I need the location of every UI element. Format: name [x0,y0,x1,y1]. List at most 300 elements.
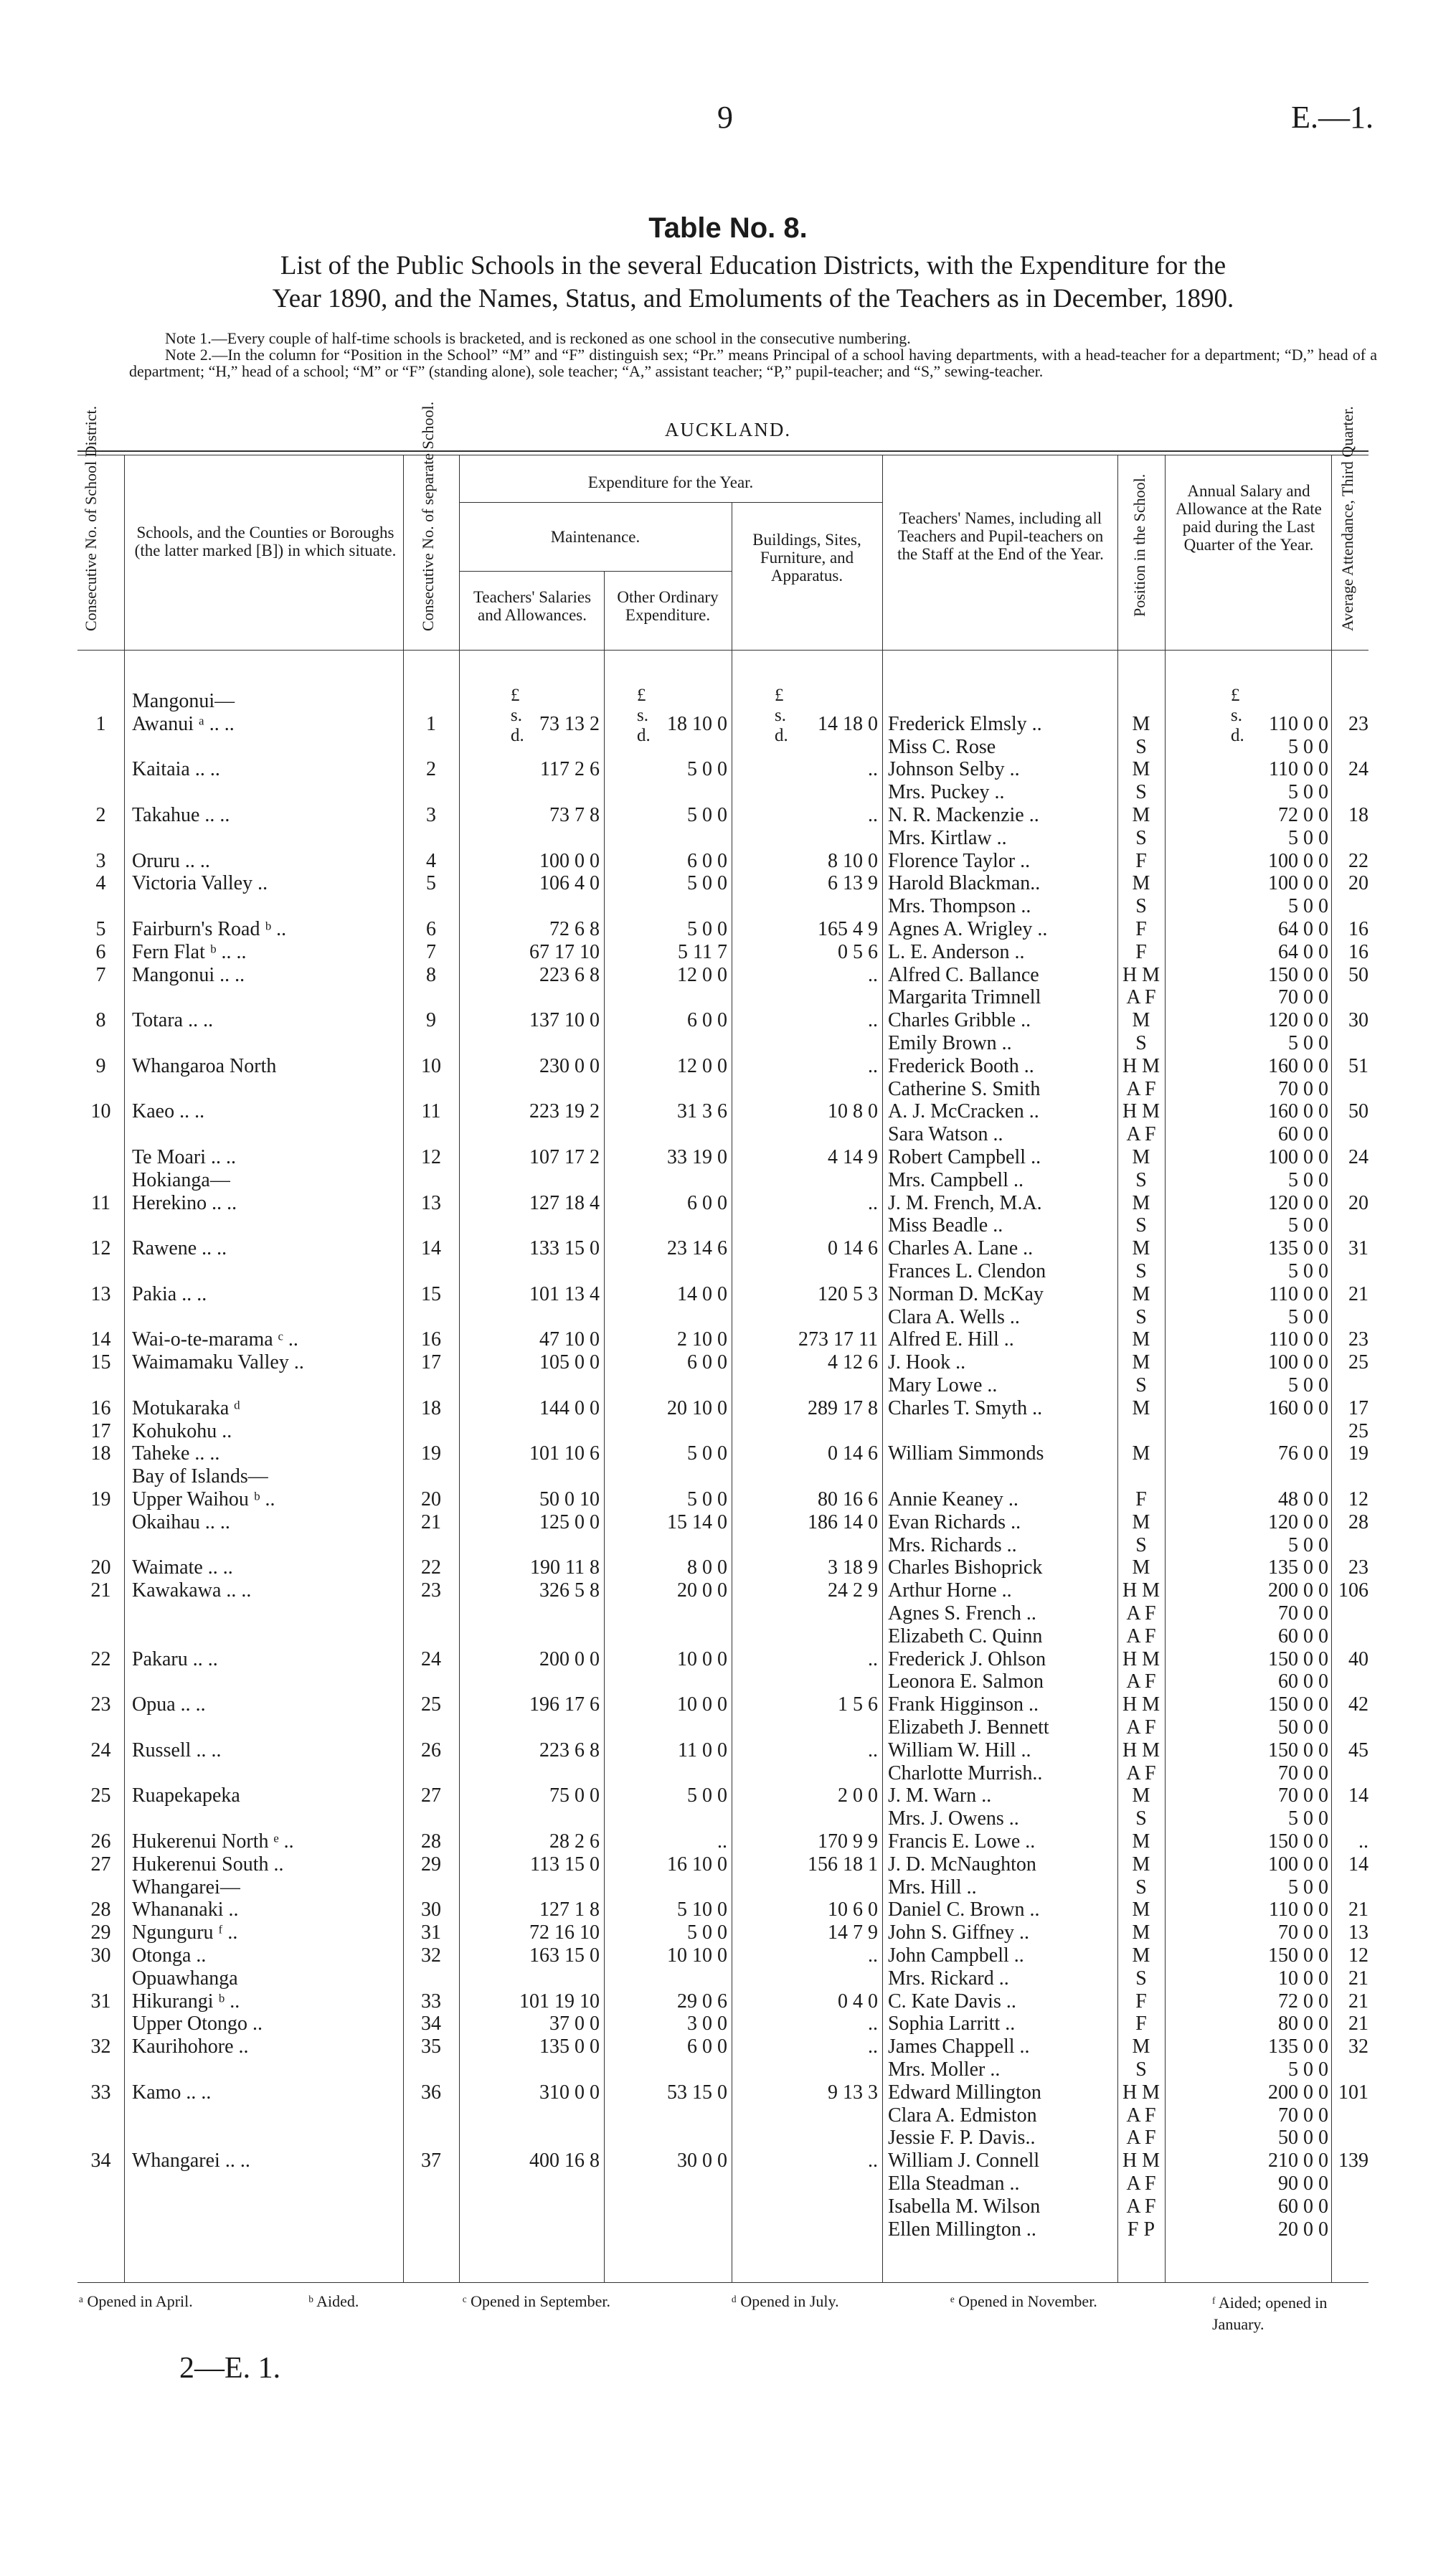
table-row [0,1533,1456,1559]
district-no-cell: 2 [95,804,106,826]
separate-no-cell: 23 [421,1579,441,1602]
separate-no-cell: 24 [421,1647,441,1670]
teacher-name-cell: John S. Giffney .. [888,1921,1030,1944]
annual-salary-cell: 70 0 0 [1278,1784,1328,1807]
other-expenditure-cell: 10 10 0 [667,1944,727,1967]
other-expenditure-cell: 6 0 0 [687,1351,727,1374]
buildings-cell: 3 18 9 [828,1556,878,1579]
buildings-cell: 165 4 9 [818,918,878,940]
position-cell: A F [1126,1670,1156,1693]
district-no-cell: 3 [95,849,106,872]
school-name-cell: Fern Flat ᵇ .. .. [132,940,247,963]
other-expenditure-cell: 20 0 0 [677,1579,727,1602]
school-name-cell: Ngunguru ᶠ .. [132,1921,238,1944]
annual-salary-cell: 90 0 0 [1278,2172,1328,2195]
annual-salary-cell: 150 0 0 [1268,963,1328,986]
note-2: Note 2.—In the column for “Position in the School” “M” and “F” distinguish sex; “Pr.” means Principal of a school having departments, with a head-teacher for a department; “D,” head of a department; “H,” head of a school; “M” or “F” (standing alone), sole teacher; “A,” assistant teacher; “P,” pupil-teacher; and “S,” sewing-teacher. [129,346,1377,380]
salaries-cell: 28 2 6 [549,1830,600,1853]
attendance-cell: 20 [1348,872,1368,895]
attendance-cell: 14 [1348,1853,1368,1876]
district-no-cell: 23 [90,1693,111,1716]
school-name-cell: Hukerenui South .. [132,1853,284,1876]
table-row [0,2125,1456,2151]
note-1: Note 1.—Every couple of half-time schools is bracketed, and is reckoned as one school in the consecutive numbering. [165,329,911,347]
district-no-cell: 28 [90,1898,111,1921]
other-expenditure-cell: 14 0 0 [677,1282,727,1305]
teacher-name-cell: Charles Gribble .. [888,1009,1031,1032]
teacher-name-cell: Daniel C. Brown .. [888,1898,1040,1921]
district-no-cell: 12 [90,1237,111,1260]
teacher-name-cell: Mrs. Richards .. [888,1533,1017,1556]
district-no-cell: 26 [90,1830,111,1853]
salaries-cell: 230 0 0 [539,1054,600,1077]
position-cell: S [1135,1876,1147,1898]
table-row [0,1213,1456,1239]
teacher-name-cell: Johnson Selby .. [888,758,1020,781]
other-expenditure-cell: 5 0 0 [687,758,727,781]
school-name-cell: Mangonui— [132,690,235,712]
footnote-e: ᵉ Opened in November. [950,2292,1097,2310]
attendance-cell: 13 [1348,1921,1368,1944]
position-cell: F [1135,849,1147,872]
district-no-cell: 31 [90,1990,111,2013]
page-number: 9 [717,100,733,135]
buildings-cell: 80 16 6 [818,1488,878,1510]
salaries-cell: 223 6 8 [539,1739,600,1761]
school-name-cell: Motukaraka ᵈ [132,1396,240,1419]
buildings-cell: .. [868,758,878,781]
table-row [0,1761,1456,1787]
annual-salary-cell: 160 0 0 [1268,1100,1328,1123]
district-no-cell: 18 [90,1442,111,1465]
attendance-cell: 51 [1348,1054,1368,1077]
attendance-cell: 16 [1348,940,1368,963]
position-cell: F [1135,1488,1147,1510]
table-row [0,1920,1456,1946]
attendance-cell: 139 [1338,2150,1368,2172]
footnote-c: ᶜ Opened in September. [463,2292,611,2310]
teacher-name-cell: Ellen Millington .. [888,2218,1036,2241]
annual-salary-cell: 5 0 0 [1288,1807,1328,1830]
teacher-name-cell: Arthur Horne .. [888,1579,1012,1602]
annual-currency: £ s. d. [1231,686,1244,745]
table-bottom-rule [77,2282,1368,2283]
teacher-name-cell: Miss C. Rose [888,735,996,758]
school-name-cell: Hokianga— [132,1168,230,1191]
separate-no-cell: 3 [426,804,436,826]
teacher-name-cell: Leonora E. Salmon [888,1670,1044,1693]
table-row [0,1419,1456,1444]
other-expenditure-cell: 20 10 0 [667,1396,727,1419]
other-expenditure-cell: 5 0 0 [687,804,727,826]
teacher-name-cell: Mrs. Puckey .. [888,781,1005,804]
salaries-cell: 100 0 0 [539,849,600,872]
buildings-cell: .. [868,2035,878,2058]
table-row [0,1008,1456,1034]
district-no-cell: 32 [90,2035,111,2058]
signature-mark: 2—E. 1. [179,2352,281,2385]
attendance-cell: 16 [1348,918,1368,940]
position-cell: S [1135,1214,1147,1237]
table-row [0,1989,1456,2015]
table-row [0,1555,1456,1581]
school-name-cell: Opuawhanga [132,1967,238,1990]
district-no-cell: 13 [90,1282,111,1305]
table-row [0,2057,1456,2083]
table-row [0,1669,1456,1695]
table-row [0,1647,1456,1673]
salaries-cell: 101 13 4 [529,1282,600,1305]
annual-salary-cell: 150 0 0 [1268,1647,1328,1670]
annual-salary-cell: 150 0 0 [1268,1739,1328,1761]
teacher-name-cell: Harold Blackman.. [888,872,1041,895]
buildings-cell: .. [868,1647,878,1670]
school-name-cell: Hikurangi ᵇ .. [132,1990,240,2013]
teacher-name-cell: Isabella M. Wilson [888,2195,1041,2218]
salaries-cell: 105 0 0 [539,1351,600,1374]
separate-no-cell: 35 [421,2035,441,2058]
salaries-cell: 37 0 0 [549,2013,600,2035]
buildings-cell: .. [868,1009,878,1032]
position-cell: H M [1122,1054,1160,1077]
separate-no-cell: 22 [421,1556,441,1579]
other-expenditure-cell: 15 14 0 [667,1510,727,1533]
teacher-name-cell: Catherine S. Smith [888,1077,1041,1100]
buildings-cell: 24 2 9 [828,1579,878,1602]
teacher-name-cell: Mrs. Rickard .. [888,1967,1009,1990]
other-expenditure-cell: 10 0 0 [677,1647,727,1670]
teacher-name-cell: Charles A. Lane .. [888,1237,1034,1260]
position-cell: A F [1126,2195,1156,2218]
buildings-cell: .. [868,2150,878,2172]
teacher-name-cell: Mrs. J. Owens .. [888,1807,1019,1830]
position-cell: S [1135,1967,1147,1990]
school-name-cell: Kohukohu .. [132,1419,232,1442]
table-row [0,848,1456,874]
school-name-cell: Hukerenui North ᵉ .. [132,1830,294,1853]
buildings-cell: 273 17 11 [798,1328,878,1351]
salaries-cell: 223 6 8 [539,963,600,986]
separate-no-cell: 33 [421,1990,441,2013]
separate-no-cell: 2 [426,758,436,781]
annual-salary-cell: 150 0 0 [1268,1830,1328,1853]
district-no-cell: 9 [95,1054,106,1077]
school-name-cell: Taheke .. .. [132,1442,220,1465]
school-name-cell: Waimamaku Valley .. [132,1351,304,1374]
salaries-cell: 326 5 8 [539,1579,600,1602]
other-expenditure-cell: 6 0 0 [687,1009,727,1032]
position-cell: A F [1126,1123,1156,1146]
annual-salary-cell: 76 0 0 [1278,1442,1328,1465]
teacher-name-cell: William Simmonds [888,1442,1044,1465]
table-row [0,1168,1456,1193]
attendance-cell: 21 [1348,1282,1368,1305]
annual-salary-cell: 100 0 0 [1268,1351,1328,1374]
attendance-cell: 31 [1348,1237,1368,1260]
attendance-cell: 25 [1348,1351,1368,1374]
other-expenditure-cell: 5 0 0 [687,1921,727,1944]
position-header: Position in the School. [1130,473,1148,617]
teacher-name-cell: Charles Bishoprick [888,1556,1043,1579]
position-cell: M [1132,1830,1150,1853]
position-cell: M [1132,1898,1150,1921]
table-row [0,711,1456,737]
teacher-name-cell: Frederick Booth .. [888,1054,1034,1077]
separate-no-cell: 37 [421,2150,441,2172]
position-cell: S [1135,826,1147,849]
annual-salary-cell: 64 0 0 [1278,918,1328,940]
other-expenditure-cell: 10 0 0 [677,1693,727,1716]
separate-no-cell: 9 [426,1009,436,1032]
separate-no-cell: 36 [421,2081,441,2104]
table-row [0,2034,1456,2060]
separate-no-cell: 34 [421,2013,441,2035]
table-row [0,1282,1456,1307]
annual-salary-header: Annual Salary and Allowance at the Rate paid during the Last Quarter of the Year. [1176,482,1322,554]
other-expenditure-cell: 5 0 0 [687,918,727,940]
table-row [0,1099,1456,1125]
other-expenditure-cell: 12 0 0 [677,963,727,986]
school-header: Schools, and the Counties or Boroughs (the latter marked [B]) in which situate. [134,524,397,559]
school-name-cell: Russell .. .. [132,1739,222,1761]
teacher-name-cell: William W. Hill .. [888,1739,1031,1761]
other-expenditure-cell: 5 10 0 [677,1898,727,1921]
annual-salary-cell: 70 0 0 [1278,986,1328,1009]
position-cell: M [1132,1396,1150,1419]
other-expenditure-cell: 5 11 7 [678,940,727,963]
buildings-cell: 4 14 9 [828,1146,878,1168]
table-row [0,1738,1456,1764]
teacher-name-cell: Ella Steadman .. [888,2172,1020,2195]
salaries-cell: 72 16 10 [529,1921,600,1944]
position-cell: M [1132,1009,1150,1032]
annual-salary-cell: 70 0 0 [1278,1921,1328,1944]
table-row [0,985,1456,1011]
school-name-cell: Kamo .. .. [132,2081,212,2104]
separate-no-cell: 13 [421,1191,441,1214]
salaries-cell: 47 10 0 [539,1328,600,1351]
annual-salary-cell: 5 0 0 [1288,781,1328,804]
district-no-cell: 10 [90,1100,111,1123]
separate-no-cell: 26 [421,1739,441,1761]
attendance-cell: 21 [1348,2013,1368,2035]
annual-salary-cell: 110 0 0 [1269,712,1328,735]
teacher-name-cell: Jessie F. P. Davis.. [888,2127,1036,2150]
footnote-f: ᶠ Aided; opened in January. [1212,2294,1328,2333]
table-row [0,917,1456,942]
annual-salary-cell: 20 0 0 [1278,2218,1328,2241]
separate-no-cell: 21 [421,1510,441,1533]
district-no-cell: 30 [90,1944,111,1967]
salaries-cell: 50 0 10 [539,1488,600,1510]
school-name-cell: Bay of Islands— [132,1465,268,1488]
table-row [0,1897,1456,1923]
district-no-cell: 7 [95,963,106,986]
teacher-name-cell: Edward Millington [888,2081,1041,2104]
position-cell: M [1132,804,1150,826]
salaries-cell: 113 15 0 [530,1853,600,1876]
teacher-name-cell: Mrs. Moller .. [888,2058,1001,2081]
district-no-cell: 21 [90,1579,111,1602]
buildings-cell: 170 9 9 [818,1830,878,1853]
annual-salary-cell: 60 0 0 [1278,2195,1328,2218]
table-row [0,780,1456,805]
school-name-cell: Kawakawa .. .. [132,1579,252,1602]
attendance-cell: 32 [1348,2035,1368,2058]
position-cell: A F [1126,1077,1156,1100]
subtitle-line-2: Year 1890, and the Names, Status, and Emoluments of the Teachers as in December, 1890. [272,284,1234,313]
buildings-currency: £ s. d. [775,686,788,745]
expenditure-rule [459,502,882,503]
annual-salary-cell: 70 0 0 [1278,1077,1328,1100]
position-cell: S [1135,2058,1147,2081]
district-no-cell: 17 [90,1419,111,1442]
buildings-cell: .. [868,2013,878,2035]
position-cell: M [1132,712,1150,735]
buildings-cell: .. [868,804,878,826]
table-row [0,1783,1456,1809]
district-no-cell: 1 [95,712,106,735]
position-cell: M [1132,1921,1150,1944]
document-reference: E.—1. [1291,100,1374,135]
salaries-cell: 106 4 0 [539,872,600,895]
annual-salary-cell: 50 0 0 [1278,1716,1328,1739]
annual-salary-cell: 100 0 0 [1268,1146,1328,1168]
teacher-name-cell: A. J. McCracken .. [888,1100,1039,1123]
district-no-cell: 6 [95,940,106,963]
table-row [0,963,1456,988]
teacher-name-cell: Frank Higginson .. [888,1693,1039,1716]
position-cell: F [1135,2013,1147,2035]
school-name-cell: Kaeo .. .. [132,1100,205,1123]
salaries-cell: 137 10 0 [529,1009,600,1032]
school-name-cell: Awanui ᵃ .. .. [132,712,235,735]
table-row [0,1966,1456,1992]
annual-salary-cell: 5 0 0 [1288,1305,1328,1328]
separate-no-cell: 17 [421,1351,441,1374]
position-cell: A F [1126,2127,1156,2150]
position-cell: H M [1122,2150,1160,2172]
school-name-cell: Whangaroa North [132,1054,277,1077]
salaries-cell: 107 17 2 [529,1146,600,1168]
table-title: Table No. 8. [648,212,808,244]
school-name-cell: Rawene .. .. [132,1237,227,1260]
teacher-name-cell: Frederick Elmsly .. [888,712,1042,735]
annual-salary-cell: 110 0 0 [1269,758,1328,781]
annual-salary-cell: 5 0 0 [1288,1168,1328,1191]
salaries-cell: 135 0 0 [539,2035,600,2058]
position-cell: M [1132,1146,1150,1168]
position-cell: H M [1122,1739,1160,1761]
other-expenditure-cell: 6 0 0 [687,849,727,872]
table-row [0,1829,1456,1855]
teacher-name-cell: J. M. French, M.A. [888,1191,1042,1214]
attendance-cell: 25 [1348,1419,1368,1442]
separate-no-cell: 1 [426,712,436,735]
footnote-d: ᵈ Opened in July. [732,2292,839,2310]
other-currency: £ s. d. [637,686,651,745]
position-cell: M [1132,1784,1150,1807]
annual-salary-cell: 135 0 0 [1268,2035,1328,2058]
salaries-cell: 75 0 0 [549,1784,600,1807]
district-no-cell: 29 [90,1921,111,1944]
separate-no-cell: 11 [421,1100,441,1123]
buildings-cell: 6 13 9 [828,872,878,895]
attendance-cell: 45 [1348,1739,1368,1761]
position-cell: M [1132,758,1150,781]
table-row [0,2080,1456,2106]
buildings-cell: .. [868,963,878,986]
buildings-cell: 10 6 0 [828,1898,878,1921]
teacher-name-cell: Charlotte Murrish.. [888,1761,1043,1784]
separate-no-cell: 32 [421,1944,441,1967]
school-name-cell: Totara .. .. [132,1009,214,1032]
school-name-cell: Upper Otongo .. [132,2013,263,2035]
buildings-cell: 0 14 6 [828,1237,878,1260]
position-cell: H M [1122,1100,1160,1123]
annual-salary-cell: 110 0 0 [1269,1328,1328,1351]
salaries-cell: 310 0 0 [539,2081,600,2104]
separate-no-cell: 31 [421,1921,441,1944]
school-name-cell: Herekino .. .. [132,1191,237,1214]
school-name-cell: Waimate .. .. [132,1556,233,1579]
annual-salary-cell: 50 0 0 [1278,2127,1328,2150]
attendance-cell: 19 [1348,1442,1368,1465]
annual-salary-cell: 70 0 0 [1278,1602,1328,1625]
position-cell: M [1132,1351,1150,1374]
annual-salary-cell: 120 0 0 [1268,1510,1328,1533]
other-expenditure-cell: 5 0 0 [687,1488,727,1510]
annual-salary-cell: 80 0 0 [1278,2013,1328,2035]
annual-salary-cell: 210 0 0 [1268,2150,1328,2172]
buildings-cell: 0 4 0 [838,1990,878,2013]
salaries-cell: 144 0 0 [539,1396,600,1419]
table-row [0,1191,1456,1216]
other-expenditure-cell: 30 0 0 [677,2150,727,2172]
separate-no-cell: 16 [421,1328,441,1351]
position-cell: S [1135,1807,1147,1830]
annual-salary-cell: 60 0 0 [1278,1670,1328,1693]
table-row [0,1578,1456,1604]
district-no-cell: 8 [95,1009,106,1032]
salaries-cell: 200 0 0 [539,1647,600,1670]
table-row [0,826,1456,851]
other-expenditure-cell: 6 0 0 [687,2035,727,2058]
position-cell: H M [1122,963,1160,986]
attendance-cell: 40 [1348,1647,1368,1670]
other-expenditure-cell: 12 0 0 [677,1054,727,1077]
buildings-cell: .. [868,1739,878,1761]
footnote-a: ᵃ Opened in April. [79,2292,193,2310]
table-row [0,1806,1456,1832]
buildings-cell: 14 7 9 [828,1921,878,1944]
table-row [0,1236,1456,1262]
position-cell: S [1135,781,1147,804]
salaries-cell: 73 7 8 [549,804,600,826]
separate-no-cell: 25 [421,1693,441,1716]
teacher-name-cell: Sara Watson .. [888,1123,1003,1146]
district-no-header: Consecutive No. of School District. [82,405,100,631]
teacher-name-cell: Clara A. Wells .. [888,1305,1020,1328]
salaries-cell: 127 18 4 [529,1191,600,1214]
teacher-name-cell: Evan Richards .. [888,1510,1021,1533]
other-expenditure-cell: 18 10 0 [667,712,727,735]
position-cell: M [1132,1510,1150,1533]
salaries-cell: 133 15 0 [529,1237,600,1260]
school-name-cell: Kaitaia .. .. [132,758,220,781]
school-name-cell: Whangarei .. .. [132,2150,250,2172]
salaries-cell: 190 11 8 [530,1556,600,1579]
